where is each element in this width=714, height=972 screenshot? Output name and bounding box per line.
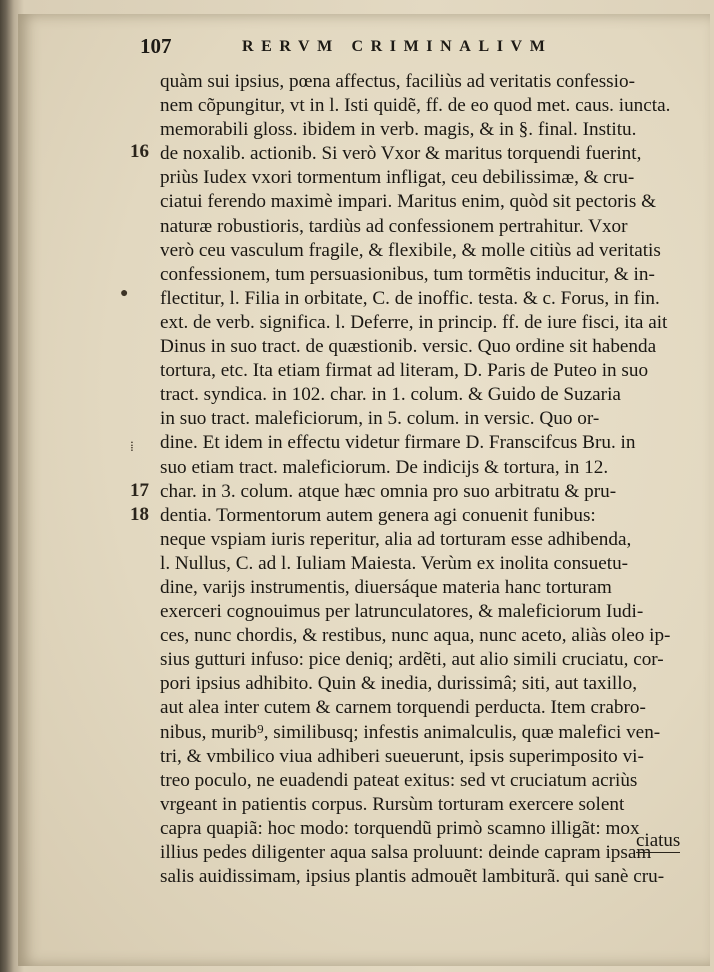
text-line: dentia. Tormentorum autem genera agi conuenit funibus: [160, 504, 596, 526]
margin-tick-mark: ⁞ [130, 440, 134, 455]
text-line: quàm sui ipsius, pœna affectus, faciliùs ad veritatis confessio- [160, 71, 635, 92]
catchword: ciatus [636, 830, 681, 851]
text-line: salis auidissimam, ipsius plantis admouẽt lambiturã. qui sanè cru- [160, 866, 665, 888]
text-line: tract. syndica. in 102. char. in 1. colum. & Guido de Suzaria [160, 384, 621, 406]
text-line: dine. Et idem in effectu videtur firmare D. Franscifcus Bru. in [160, 432, 636, 454]
text-line: flectitur, l. Filia in orbitate, C. de inoffic. testa. & c. Forus, in fin. [160, 287, 660, 309]
ink-blot-mark: ● [120, 286, 129, 301]
text-line: treo poculo, ne euadendi pateat exitus: sed vt cruciatum acriùs [160, 769, 638, 791]
page-header [140, 34, 660, 66]
body-text [160, 70, 700, 889]
text-line: naturæ robustioris, tardiùs ad confessionem pertrahitur. Vxor [160, 215, 628, 237]
text-line: nem cõpungitur, vt in l. Isti quidẽ, ff. de eo quod met. caus. iuncta. [160, 95, 671, 117]
text-line: nibus, murib⁹, similibusq; infestis animalculis, quæ malefici ven- [160, 721, 661, 743]
text-line: ces, nunc chordis, & restibus, nunc aqua, nunc aceto, aliàs oleo ip- [160, 625, 671, 647]
text-line: priùs Iudex vxori tormentum infligat, ceu debilissimæ, & cru- [160, 167, 635, 189]
text-line: l. Nullus, C. ad l. Iuliam Maiesta. Verùm ex inolita consuetu- [160, 552, 629, 574]
text-line: confessionem, tum persuasionibus, tum tormẽtis inducitur, & in- [160, 263, 655, 285]
text-line: capra quapiã: hoc modo: torquendũ primò scamno illigãt: mox [160, 817, 640, 839]
text-line: memorabili gloss. ibidem in verb. magis, & in §. final. Institu. [160, 119, 637, 141]
text-line: verò ceu vasculum fragile, & flexibile, & molle citiùs ad veritatis [160, 239, 661, 261]
text-line: illius pedes diligenter aqua salsa proluunt: deinde capram ipsam [160, 842, 652, 863]
text-line: char. in 3. colum. atque hæc omnia pro suo arbitratu & pru- [160, 480, 617, 502]
text-line: tri, & vmbilico viua adhiberi sueuerunt, ipsis superimposito vi- [160, 745, 644, 767]
text-line: de noxalib. actionib. Si verò Vxor & maritus torquendi fuerint, [160, 143, 642, 165]
margin-number-16: 16 [130, 141, 149, 162]
text-line: Dinus in suo tract. de quæstionib. versic. Quo ordine sit habenda [160, 336, 657, 358]
text-line: in suo tract. maleficiorum, in 5. colum. in versic. Quo or- [160, 408, 600, 430]
text-line: suo etiam tract. maleficiorum. De indicijs & tortura, in 12. [160, 456, 609, 478]
text-line: exerceri cognouimus per latrunculatores, & maleficiorum Iudi- [160, 601, 644, 623]
margin-number-17: 17 [130, 480, 149, 501]
running-title: RERVM CRIMINALIVM [242, 38, 553, 55]
text-line: aut alea inter cutem & carnem torquendi perducta. Item crabro- [160, 697, 646, 719]
text-line: tortura, etc. Ita etiam firmat ad literam, D. Paris de Puteo in suo [160, 360, 649, 382]
text-line: dine, varijs instrumentis, diuersáque materia hanc torturam [160, 576, 612, 598]
margin-number-18: 18 [130, 504, 149, 525]
text-line: vrgeant in patientis corpus. Rursùm torturam exercere solent [160, 793, 625, 815]
folio-number: 107 [140, 34, 172, 58]
text-line: neque vspiam iuris reperitur, alia ad torturam esse adhibenda, [160, 528, 632, 550]
text-line: pori ipsius adhibito. Quin & inedia, durissimâ; siti, aut taxillo, [160, 673, 637, 695]
text-line: sius gutturi infuso: pice deniq; ardẽti, aut alio simili cruciatu, cor- [160, 649, 664, 671]
text-line: ciatui ferendo maximè impari. Maritus enim, quòd sit pectoris & [160, 191, 657, 213]
text-line: ext. de verb. significa. l. Deferre, in princip. ff. de iure fisci, ita ait [160, 311, 668, 333]
